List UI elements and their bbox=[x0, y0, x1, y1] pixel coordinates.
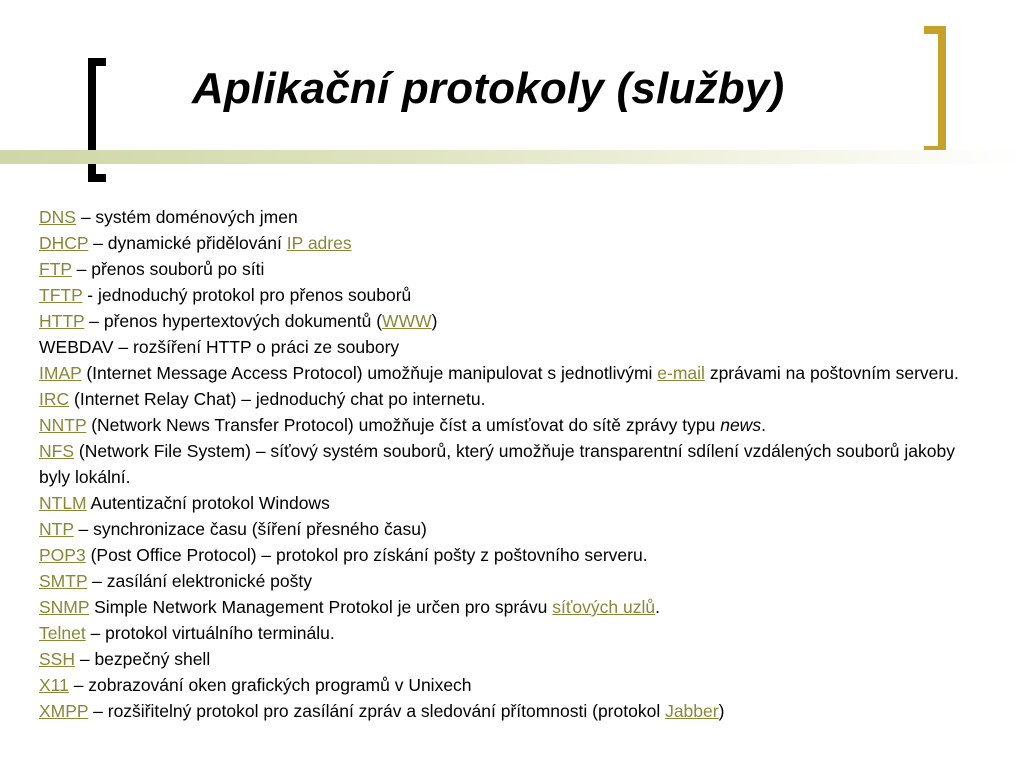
protocol-link[interactable]: NTLM bbox=[39, 493, 87, 513]
item-text: – bezpečný shell bbox=[74, 649, 211, 669]
protocol-link[interactable]: SSH bbox=[39, 649, 75, 669]
protocol-link[interactable]: SMTP bbox=[39, 571, 88, 591]
list-item bbox=[39, 620, 989, 646]
item-text: - jednoduchý protokol pro přenos souborů bbox=[82, 285, 412, 305]
item-text: news bbox=[720, 415, 762, 435]
item-text: – rozšiřitelný protokol pro zasílání zpráv a sledování přítomnosti (protokol bbox=[88, 701, 666, 721]
item-text: . bbox=[761, 415, 766, 435]
protocol-link[interactable]: DHCP bbox=[39, 233, 89, 253]
protocol-link[interactable]: IP adres bbox=[286, 233, 352, 253]
item-text: . bbox=[655, 597, 660, 617]
protocol-link[interactable]: TFTP bbox=[39, 285, 83, 305]
list-item bbox=[39, 204, 989, 230]
item-text: (Post Office Protocol) – protokol pro získání pošty z poštovního serveru. bbox=[85, 545, 648, 565]
protocol-link[interactable]: síťových uzlů bbox=[552, 597, 656, 617]
protocol-link[interactable]: DNS bbox=[39, 207, 76, 227]
list-item bbox=[39, 256, 989, 282]
protocol-link[interactable]: NTP bbox=[39, 519, 74, 539]
list-item bbox=[39, 594, 989, 620]
protocol-link[interactable]: IMAP bbox=[39, 363, 82, 383]
protocol-link[interactable]: IRC bbox=[39, 389, 70, 409]
list-item bbox=[39, 230, 989, 256]
protocol-link[interactable]: Jabber bbox=[665, 701, 719, 721]
item-text: Simple Network Management Protokol je určen pro správu bbox=[89, 597, 553, 617]
list-item bbox=[39, 672, 989, 698]
right-bracket-decoration bbox=[924, 26, 946, 154]
item-text: – přenos souborů po síti bbox=[71, 259, 265, 279]
list-item bbox=[39, 360, 989, 386]
item-text: zprávami na poštovním serveru. bbox=[704, 363, 959, 383]
title-underline-band bbox=[0, 150, 1024, 164]
list-item bbox=[39, 438, 989, 490]
item-text: – synchronizace času (šíření přesného času) bbox=[73, 519, 427, 539]
item-text: (Network News Transfer Protocol) umožňuje číst a umísťovat do sítě zprávy typu bbox=[86, 415, 721, 435]
item-text: Autentizační protokol Windows bbox=[86, 493, 330, 513]
item-text: (Internet Relay Chat) – jednoduchý chat po internetu. bbox=[69, 389, 486, 409]
protocol-link[interactable]: FTP bbox=[39, 259, 72, 279]
item-text: ) bbox=[718, 701, 725, 721]
protocol-list bbox=[39, 204, 989, 724]
protocol-link[interactable]: SNMP bbox=[39, 597, 90, 617]
list-item bbox=[39, 568, 989, 594]
list-item bbox=[39, 412, 989, 438]
list-item bbox=[39, 490, 989, 516]
list-item bbox=[39, 698, 989, 724]
list-item bbox=[39, 282, 989, 308]
item-text: ) bbox=[431, 311, 438, 331]
item-text: (Network File System) – síťový systém souborů, který umožňuje transparentní sdílení vzdálených souborů jakoby byly lokální. bbox=[39, 441, 955, 487]
protocol-link[interactable]: NNTP bbox=[39, 415, 87, 435]
protocol-link[interactable]: X11 bbox=[39, 675, 69, 695]
protocol-link[interactable]: Telnet bbox=[39, 623, 86, 643]
list-item bbox=[39, 516, 989, 542]
item-text: – systém doménových jmen bbox=[75, 207, 298, 227]
list-item bbox=[39, 542, 989, 568]
list-item bbox=[39, 646, 989, 672]
slide-title: Aplikační protokoly (služby) bbox=[192, 64, 785, 113]
item-text: WEBDAV – rozšíření HTTP o práci ze soubory bbox=[39, 337, 400, 357]
item-text: – protokol virtuálního terminálu. bbox=[85, 623, 335, 643]
protocol-link[interactable]: HTTP bbox=[39, 311, 85, 331]
item-text: – dynamické přidělování bbox=[88, 233, 287, 253]
item-text: – přenos hypertextových dokumentů ( bbox=[84, 311, 383, 331]
item-text: (Internet Message Access Protocol) umožňuje manipulovat s jednotlivými bbox=[81, 363, 658, 383]
protocol-link[interactable]: XMPP bbox=[39, 701, 89, 721]
protocol-link[interactable]: WWW bbox=[382, 311, 432, 331]
list-item bbox=[39, 308, 989, 334]
protocol-link[interactable]: e-mail bbox=[657, 363, 705, 383]
list-item bbox=[39, 334, 989, 360]
protocol-link[interactable]: NFS bbox=[39, 441, 74, 461]
item-text: – zobrazování oken grafických programů v Unixech bbox=[68, 675, 472, 695]
item-text: – zasílání elektronické pošty bbox=[87, 571, 312, 591]
list-item bbox=[39, 386, 989, 412]
protocol-link[interactable]: POP3 bbox=[39, 545, 86, 565]
